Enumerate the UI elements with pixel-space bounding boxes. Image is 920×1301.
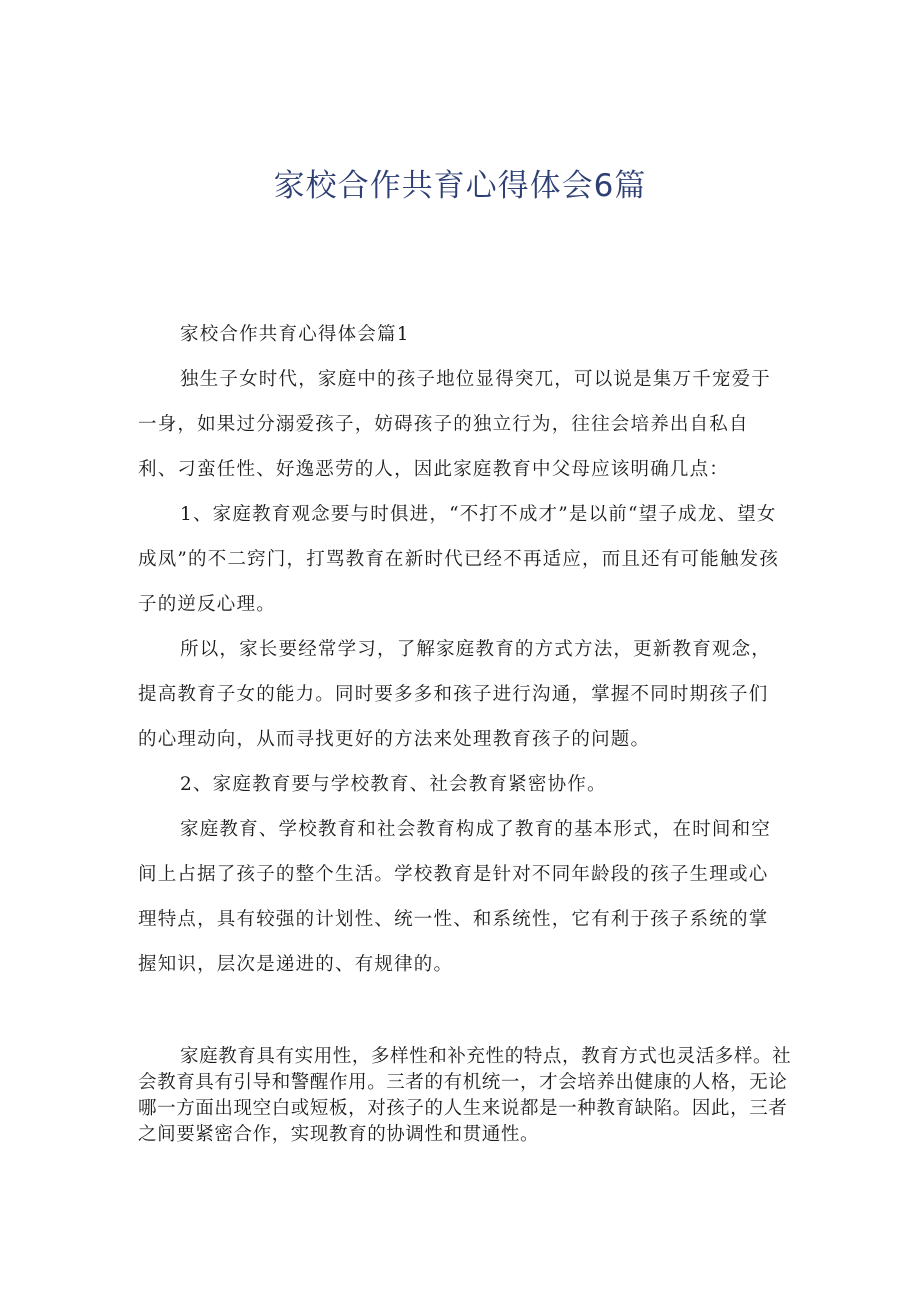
paragraph-1: 独生子女时代，家庭中的孩子地位显得突兀，可以说是集万千宠爱于一身，如果过分溺爱孩子，妨碍孩子的独立行为，往往会培养出自私自利、刁蛮任性、好逸恶劳的人，因此家庭教育中父母应该明确几点： <box>138 369 772 480</box>
paragraph-4: 2、家庭教育要与学校教育、社会教育紧密协作。 <box>180 774 607 795</box>
document-body <box>138 312 786 987</box>
paragraph-2: 1、家庭教育观念要与时俱进，“不打不成才”是以前“望子成龙、望女成凤”的不二窍门，打骂教育在新时代已经不再适应，而且还有可能触发孩子的逆反心理。 <box>138 504 780 615</box>
paragraph-5: 家庭教育、学校教育和社会教育构成了教育的基本形式，在时间和空间上占据了孩子的整个生活。学校教育是针对不同年龄段的孩子生理或心理特点，具有较强的计划性、统一性、和系统性，它有利于孩子系统的掌握知识，层次是递进的、有规律的。 <box>138 819 772 975</box>
section-heading: 家校合作共育心得体会篇1 <box>180 324 410 345</box>
document-title: 家校合作共育心得体会6篇 <box>273 168 647 204</box>
closing-paragraph: 家庭教育具有实用性，多样性和补充性的特点，教育方式也灵活多样。社会教育具有引导和警醒作用。三者的有机统一，才会培养出健康的人格，无论哪一方面出现空白或短板，对孩子的人生来说都是一种教育缺陷。因此，三者之间要紧密合作，实现教育的协调性和贯通性。 <box>138 1046 792 1145</box>
paragraph-3: 所以，家长要经常学习，了解家庭教育的方式方法，更新教育观念，提高教育子女的能力。同时要多多和孩子进行沟通，掌握不同时期孩子们的心理动向，从而寻找更好的方法来处理教育孩子的问题。 <box>138 639 772 750</box>
